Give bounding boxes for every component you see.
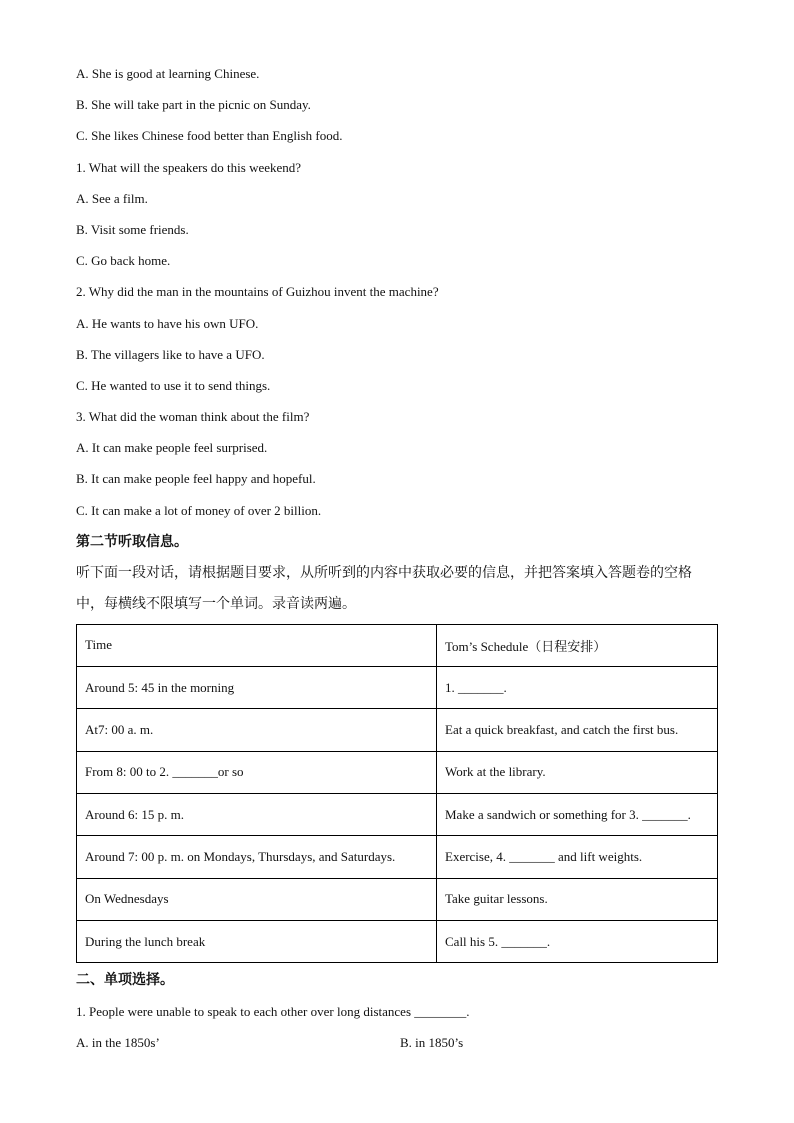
section-instructions: 听下面一段对话，请根据题目要求，从所听到的内容中获取必要的信息，并把答案填入答题卷的空格中，每横线不限填写一个单词。录音读两遍。 [76, 565, 692, 612]
schedule-cell: Take guitar lessons. [437, 878, 718, 920]
time-cell: On Wednesdays [77, 878, 437, 920]
schedule-cell: Make a sandwich or something for 3. _______. [437, 794, 718, 836]
listening-questions [76, 58, 718, 526]
question-line: B. It can make people feel happy and hopeful. [76, 471, 316, 487]
schedule-cell: Exercise, 4. _______ and lift weights. [437, 836, 718, 878]
question-line: C. She likes Chinese food better than English food. [76, 128, 343, 144]
option-b: B. in 1850’s [400, 1035, 464, 1051]
choice-question: 1. People were unable to speak to each other over long distances ________. [76, 1004, 470, 1020]
question-line: B. Visit some friends. [76, 221, 189, 237]
question-line: C. It can make a lot of money of over 2 billion. [76, 502, 322, 518]
schedule-table [76, 624, 718, 963]
table-row [77, 667, 718, 709]
table-row [77, 794, 718, 836]
question-line: 2. Why did the man in the mountains of Guizhou invent the machine? [76, 284, 439, 300]
question-line: A. She is good at learning Chinese. [76, 66, 260, 81]
question-line: C. Go back home. [76, 253, 171, 269]
table-row [77, 878, 718, 920]
schedule-cell: Eat a quick breakfast, and catch the first bus. [437, 709, 718, 751]
option-a: A. in the 1850s’ [76, 1035, 160, 1051]
schedule-cell: Work at the library. [437, 751, 718, 793]
question-line: A. It can make people feel surprised. [76, 440, 268, 456]
question-line: B. She will take part in the picnic on Sunday. [76, 97, 311, 113]
question-line: 1. What will the speakers do this weekend? [76, 159, 302, 175]
time-cell: During the lunch break [77, 920, 437, 962]
section-heading: 第二节听取信息。 [76, 534, 188, 550]
time-cell: Around 5: 45 in the morning [77, 667, 437, 709]
time-cell: Around 6: 15 p. m. [77, 794, 437, 836]
table-row [77, 920, 718, 962]
time-cell: Around 7: 00 p. m. on Mondays, Thursdays, and Saturdays. [77, 836, 437, 878]
question-line: A. See a film. [76, 190, 148, 206]
question-line: A. He wants to have his own UFO. [76, 315, 259, 331]
section-heading-choice: 二、单项选择。 [76, 973, 174, 989]
time-cell: From 8: 00 to 2. _______or so [77, 751, 437, 793]
table-header-row [77, 624, 718, 666]
header-time: Time [77, 624, 437, 666]
schedule-cell: Call his 5. _______. [437, 920, 718, 962]
choice-options [76, 1027, 718, 1058]
table-row [77, 709, 718, 751]
schedule-cell: 1. _______. [437, 667, 718, 709]
question-line: 3. What did the woman think about the film? [76, 409, 310, 425]
document-page [76, 58, 718, 1058]
table-row [77, 751, 718, 793]
header-schedule: Tom’s Schedule（日程安排） [437, 624, 718, 666]
question-line: B. The villagers like to have a UFO. [76, 346, 265, 362]
question-line: C. He wanted to use it to send things. [76, 377, 271, 393]
table-row [77, 836, 718, 878]
time-cell: At7: 00 a. m. [77, 709, 437, 751]
